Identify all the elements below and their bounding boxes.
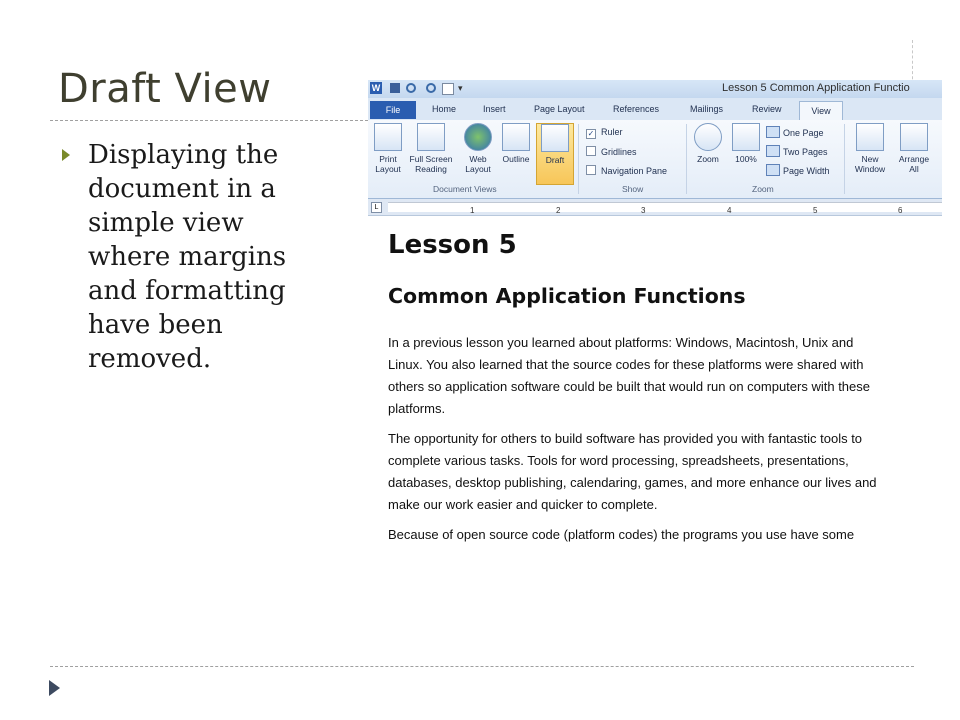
- bullet-line: removed.: [88, 344, 212, 374]
- document-paragraph: [388, 428, 938, 516]
- page-width-icon: [766, 164, 780, 176]
- button-label: Reading: [415, 164, 447, 174]
- bullet-text: [88, 138, 336, 376]
- group-separator: [844, 124, 845, 194]
- print-layout-icon: [374, 123, 402, 151]
- text-line: Because of open source code (platform codes) the programs you use have some: [388, 527, 855, 542]
- outline-button[interactable]: [498, 123, 534, 183]
- document-views-group-label: Document Views: [433, 184, 497, 194]
- ruler-number: 5: [813, 206, 818, 215]
- ruler-checkbox[interactable]: [586, 127, 623, 139]
- checkbox-label: Gridlines: [601, 147, 637, 157]
- button-label: Outline: [502, 154, 530, 164]
- gridlines-checkbox[interactable]: [586, 146, 637, 157]
- text-line: Linux. You also learned that the source codes for these platforms were shared with: [388, 357, 864, 372]
- tab-review[interactable]: Review: [752, 104, 782, 114]
- web-layout-icon: [464, 123, 492, 151]
- tab-home[interactable]: Home: [432, 104, 457, 114]
- tab-references[interactable]: References: [613, 104, 660, 114]
- ruler-number: 6: [898, 206, 903, 215]
- print-layout-button[interactable]: [370, 123, 406, 183]
- one-page-icon: [766, 126, 780, 138]
- document-heading-1: Lesson 5: [388, 230, 517, 260]
- bullet-line: where margins: [88, 242, 287, 272]
- draft-button[interactable]: [536, 123, 574, 185]
- tab-view[interactable]: View: [799, 101, 843, 121]
- new-document-icon[interactable]: [442, 83, 454, 95]
- bullet-line: document in a: [88, 174, 276, 204]
- button-label: Layout: [465, 164, 491, 174]
- next-slide-arrow-icon[interactable]: [49, 680, 60, 696]
- button-label: Layout: [375, 164, 401, 174]
- tab-page-layout[interactable]: Page Layout: [534, 104, 585, 114]
- tab-selector-icon[interactable]: L: [371, 202, 382, 213]
- text-line: complete various tasks. Tools for word processing, spreadsheets, presentations,: [388, 453, 849, 468]
- window-title: Lesson 5 Common Application Functio: [722, 82, 910, 94]
- document-heading-2: Common Application Functions: [388, 284, 746, 308]
- tab-file[interactable]: File: [370, 101, 416, 119]
- text-line: The opportunity for others to build software has provided you with fantastic tools to: [388, 431, 863, 446]
- button-label: New: [861, 154, 879, 164]
- tab-insert[interactable]: Insert: [483, 104, 506, 114]
- zoom-button[interactable]: [690, 123, 726, 183]
- arrange-all-button[interactable]: [894, 123, 934, 183]
- group-separator: [578, 124, 579, 194]
- button-label: Print: [379, 154, 397, 164]
- ruler-number: 4: [727, 206, 732, 215]
- button-label: All: [909, 164, 919, 174]
- new-window-button[interactable]: [848, 123, 892, 183]
- checkbox-label: Ruler: [601, 127, 623, 137]
- text-line: platforms.: [388, 401, 446, 416]
- zoom-100-button[interactable]: [728, 123, 764, 183]
- button-label: Full Screen: [409, 154, 453, 164]
- outline-icon: [502, 123, 530, 151]
- button-label: 100%: [735, 154, 757, 164]
- button-label: One Page: [783, 128, 824, 138]
- button-label: Page Width: [783, 166, 830, 176]
- tab-mailings[interactable]: Mailings: [690, 104, 724, 114]
- page-100-icon: [732, 123, 760, 151]
- bullet-arrow-icon: [62, 149, 70, 161]
- redo-icon[interactable]: [426, 83, 436, 93]
- ribbon: [368, 120, 942, 199]
- bullet-line: and formatting: [88, 276, 286, 306]
- ruler-strip: [388, 202, 942, 215]
- magnifier-icon: [694, 123, 722, 151]
- draft-icon: [541, 124, 569, 152]
- one-page-button[interactable]: [766, 126, 824, 138]
- title-divider: [50, 120, 368, 121]
- show-group-label: Show: [622, 184, 644, 194]
- document-paragraph: [388, 332, 938, 420]
- footer-divider: [50, 666, 914, 667]
- button-label: Two Pages: [783, 147, 828, 157]
- arrange-all-icon: [900, 123, 928, 151]
- navigation-pane-checkbox[interactable]: [586, 165, 667, 176]
- window-titlebar: [368, 80, 942, 98]
- full-screen-reading-button[interactable]: [408, 123, 454, 183]
- page-width-button[interactable]: [766, 164, 830, 176]
- bullet-line: simple view: [88, 208, 244, 238]
- document-paragraph: [388, 524, 938, 546]
- new-window-icon: [856, 123, 884, 151]
- text-line: others so application software could be built that would run on computers with these: [388, 379, 870, 394]
- horizontal-ruler[interactable]: [368, 199, 942, 216]
- checkbox-label: Navigation Pane: [601, 166, 668, 176]
- zoom-group-label: Zoom: [752, 184, 774, 194]
- save-icon[interactable]: [390, 83, 400, 93]
- ruler-number: 2: [556, 206, 561, 215]
- web-layout-button[interactable]: [460, 123, 496, 183]
- text-line: make our work easier and quicker to complete.: [388, 497, 658, 512]
- checkbox-box[interactable]: [586, 146, 596, 156]
- button-label: Draft: [545, 155, 565, 165]
- bullet-line: have been: [88, 310, 223, 340]
- customize-toolbar-icon[interactable]: ▾: [458, 83, 463, 93]
- ribbon-tabs: [368, 98, 942, 121]
- checkbox-box[interactable]: ✓: [587, 129, 595, 138]
- button-label: Arrange: [898, 154, 930, 164]
- checkbox-box[interactable]: [586, 165, 596, 175]
- two-pages-button[interactable]: [766, 145, 828, 157]
- ruler-number: 1: [470, 206, 475, 215]
- text-line: In a previous lesson you learned about platforms: Windows, Macintosh, Unix and: [388, 335, 854, 350]
- ruler-number: 3: [641, 206, 646, 215]
- two-pages-icon: [766, 145, 780, 157]
- full-screen-reading-icon: [417, 123, 445, 151]
- bullet-line: Displaying the: [88, 140, 279, 170]
- button-label: Zoom: [697, 154, 719, 164]
- button-label: Web: [469, 154, 487, 164]
- group-separator: [686, 124, 687, 194]
- undo-icon[interactable]: [406, 83, 416, 93]
- slide-title: Draft View: [58, 66, 272, 112]
- word-icon[interactable]: W: [371, 83, 381, 93]
- text-line: databases, desktop publishing, calendaring, games, and more enhance our lives and: [388, 475, 877, 490]
- word-screenshot: [368, 80, 942, 550]
- button-label: Window: [854, 164, 886, 174]
